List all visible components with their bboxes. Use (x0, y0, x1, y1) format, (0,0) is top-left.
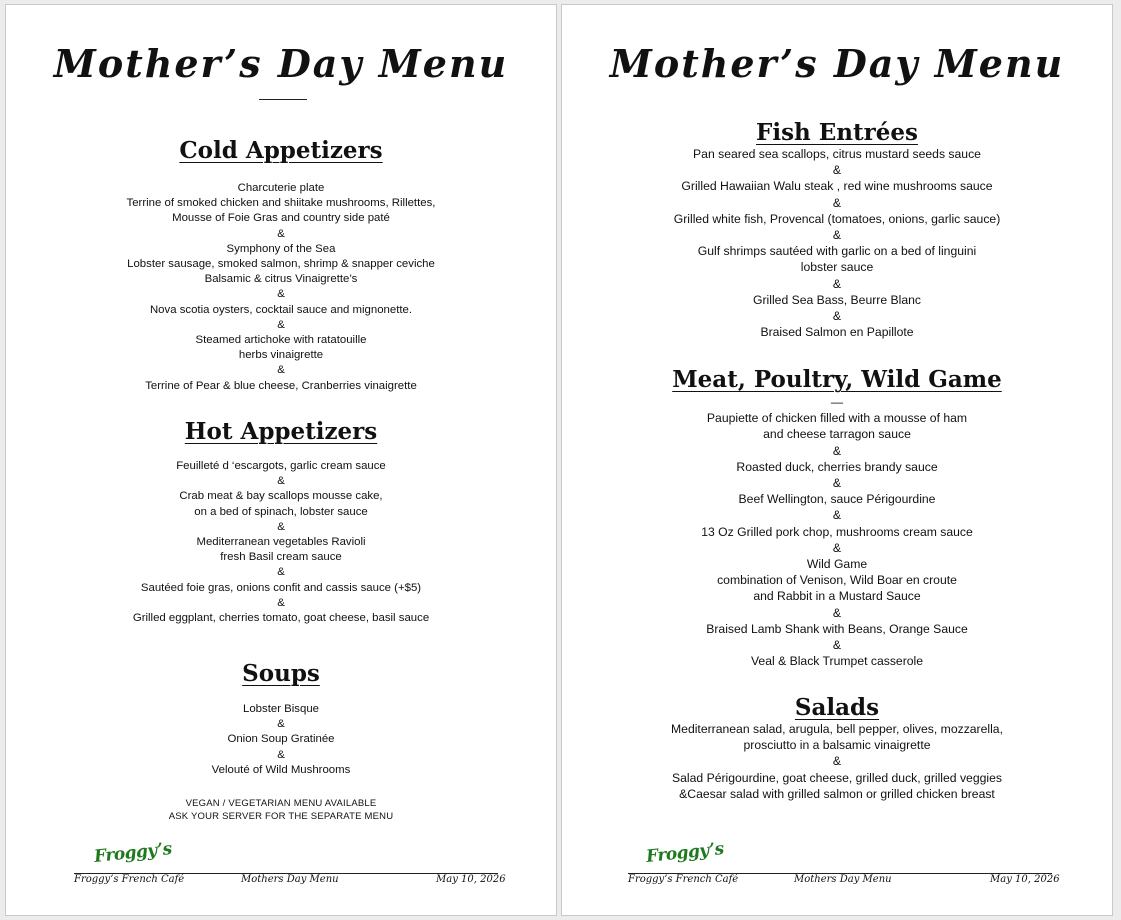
footer-menu-name: Mothers Day Menu (241, 874, 339, 885)
menu-item: Steamed artichoke with ratatouille (195, 334, 367, 347)
menu-item: Mousse of Foie Gras and country side paté (172, 212, 390, 225)
menu-item: Charcuterie plate (237, 182, 325, 194)
ampersand-separator: & (832, 163, 842, 178)
ampersand-separator: & (277, 288, 285, 301)
menu-item: and cheese tarragon sauce (763, 427, 911, 442)
menu-item: Gulf shrimps sautéed with garlic on a bed of linguini (697, 244, 977, 259)
section-heading: Salads (794, 694, 880, 721)
menu-item: Braised Salmon en Papillote (760, 325, 914, 340)
section-heading: Fish Entrées (756, 119, 918, 146)
page-title: Mother’s Day Menu (53, 41, 509, 86)
ampersand-separator: & (277, 520, 285, 533)
section-heading: Soups (242, 660, 320, 687)
section-hot-appetizers (6, 418, 556, 626)
page-title: Mother’s Day Menu (609, 41, 1065, 86)
menu-item: Grilled eggplant, cherries tomato, goat cheese, basil sauce (132, 612, 430, 625)
item-list (6, 702, 556, 778)
vegan-note (6, 797, 556, 823)
menu-item: Mediterranean salad, arugula, bell pepper, olives, mozzarella, (671, 722, 1003, 736)
ampersand-separator: & (832, 508, 842, 523)
menu-item: Grilled Sea Bass, Beurre Blanc (753, 292, 921, 307)
item-list (562, 394, 1112, 669)
menu-item: Braised Lamb Shank with Beans, Orange Sauce (706, 621, 968, 636)
section-heading: Hot Appetizers (184, 418, 378, 445)
menu-page-right (561, 4, 1113, 916)
menu-item: Paupiette of chicken filled with a mousse of ham (706, 411, 968, 426)
ampersand-separator: & (277, 227, 285, 240)
ampersand-separator: & (277, 718, 285, 731)
ampersand-separator: & (277, 475, 285, 488)
ampersand-separator: & (832, 228, 842, 243)
menu-item: Pan seared sea scallops, citrus mustard seeds sauce (693, 147, 981, 161)
footer-date: May 10, 2026 (990, 874, 1060, 885)
menu-item: and Rabbit in a Mustard Sauce (753, 589, 921, 604)
ampersand-separator: & (277, 748, 285, 761)
menu-item: Beef Wellington, sauce Périgourdine (738, 492, 936, 507)
ampersand-separator: & (832, 638, 842, 653)
ampersand-separator: & (832, 605, 842, 620)
menu-item: Velouté of Wild Mushrooms (211, 763, 351, 776)
section-fish-entrees (562, 119, 1112, 340)
section-heading: Meat, Poultry, Wild Game (672, 366, 1002, 393)
menu-item: on a bed of spinach, lobster sauce (194, 505, 368, 518)
ampersand-separator: & (832, 276, 842, 291)
menu-item: Lobster Bisque (243, 703, 319, 715)
menu-item: herbs vinaigrette (238, 349, 324, 362)
menu-item: Terrine of Pear & blue cheese, Cranberries vinaigrette (145, 379, 417, 392)
item-list (6, 459, 556, 626)
section-salads (562, 694, 1112, 802)
menu-item: prosciutto in a balsamic vinaigrette (743, 738, 931, 753)
section-heading: Cold Appetizers (179, 137, 383, 164)
vegan-note-line: VEGAN / VEGETARIAN MENU AVAILABLE (185, 798, 377, 809)
ampersand-separator: & (277, 596, 285, 609)
ampersand-separator: & (832, 540, 842, 555)
menu-item: lobster sauce (800, 260, 874, 275)
menu-item: Feuilleté d ‘escargots, garlic cream sauce (176, 460, 386, 472)
menu-item: Nova scotia oysters, cocktail sauce and mignonette. (149, 303, 413, 316)
ampersand-separator: & (832, 309, 842, 324)
footer-restaurant-name: Froggy’s French Café (74, 874, 185, 885)
ampersand-separator: & (277, 364, 285, 377)
ampersand-separator: & (832, 754, 842, 769)
froggys-logo: Froggy’s (93, 838, 173, 868)
footer-date: May 10, 2026 (436, 874, 506, 885)
section-cold-appetizers (6, 137, 556, 394)
menu-item: Terrine of smoked chicken and shiitake mushrooms, Rillettes, (126, 197, 436, 210)
vegan-note-line: ASK YOUR SERVER FOR THE SEPARATE MENU (168, 811, 394, 822)
menu-item: Lobster sausage, smoked salmon, shrimp & snapper ceviche (127, 258, 435, 271)
menu-item: Crab meat & bay scallops mousse cake, (179, 490, 383, 503)
ampersand-separator: & (277, 566, 285, 579)
title-divider (259, 99, 307, 100)
menu-item: Symphony of the Sea (226, 242, 336, 255)
ampersand-separator: & (277, 318, 285, 331)
menu-item: Veal & Black Trumpet casserole (750, 654, 924, 669)
item-list (562, 721, 1112, 802)
item-list (562, 146, 1112, 340)
menu-item: Salad Périgourdine, goat cheese, grilled duck, grilled veggies (672, 770, 1002, 785)
section-meat-poultry-wild-game (562, 366, 1112, 669)
section-soups (6, 660, 556, 778)
menu-item: &Caesar salad with grilled salmon or grilled chicken breast (679, 786, 995, 801)
menu-item: fresh Basil cream sauce (220, 551, 342, 564)
menu-item: Roasted duck, cherries brandy sauce (736, 459, 938, 474)
menu-item: Wild Game (806, 557, 868, 572)
menu-item: Onion Soup Gratinée (227, 733, 335, 746)
footer-menu-name: Mothers Day Menu (794, 874, 892, 885)
dash-separator: — (830, 395, 844, 409)
ampersand-separator: & (832, 476, 842, 491)
menu-item: Mediterranean vegetables Ravioli (196, 536, 366, 549)
froggys-logo: Froggy’s (645, 838, 725, 868)
item-list (6, 181, 556, 394)
menu-item: Balsamic & citrus Vinaigrette’s (204, 273, 358, 286)
ampersand-separator: & (832, 443, 842, 458)
menu-item: Grilled Hawaiian Walu steak , red wine mushrooms sauce (681, 179, 993, 194)
menu-item: combination of Venison, Wild Boar en croute (717, 573, 957, 588)
ampersand-separator: & (832, 195, 842, 210)
menu-item: 13 Oz Grilled pork chop, mushrooms cream sauce (701, 524, 973, 539)
footer-restaurant-name: Froggy’s French Café (628, 874, 739, 885)
menu-page-left (5, 4, 557, 916)
menu-item: Sautéed foie gras, onions confit and cassis sauce (+$5) (140, 581, 422, 594)
menu-item: Grilled white fish, Provencal (tomatoes, onions, garlic sauce) (673, 211, 1001, 226)
